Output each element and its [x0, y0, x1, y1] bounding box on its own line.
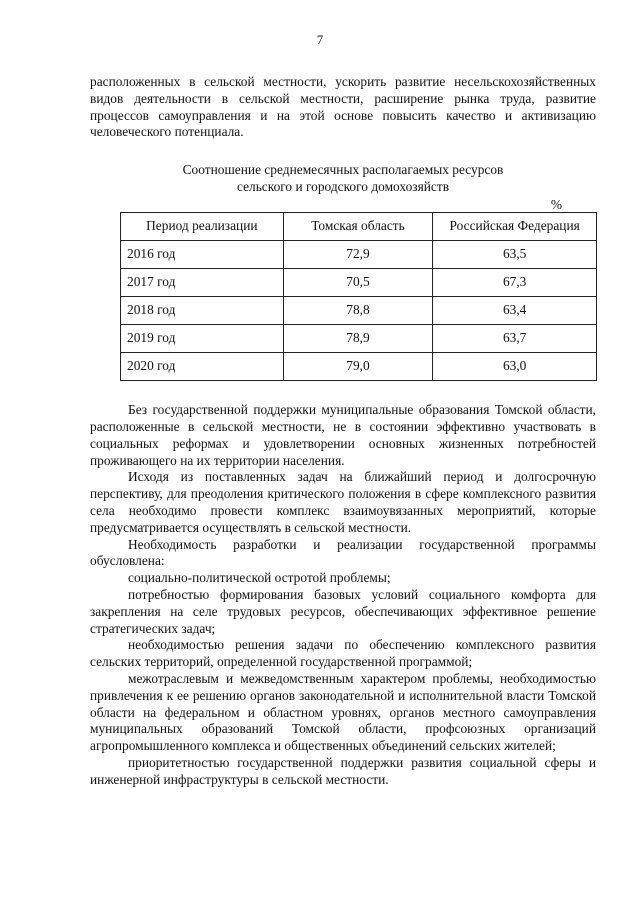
- cell-tomsk: 70,5: [283, 269, 433, 297]
- cell-tomsk: 72,9: [283, 241, 433, 269]
- cell-period: 2017 год: [121, 269, 284, 297]
- header-russia: Российская Федерация: [433, 213, 597, 241]
- cell-period: 2018 год: [121, 297, 284, 325]
- list-item: приоритетностью государственной поддержки развития социальной сферы и инженерной инфраструктуры в сельской местности.: [90, 754, 596, 787]
- cell-russia: 63,7: [433, 325, 597, 353]
- document-body: [90, 74, 596, 789]
- list-item: межотраслевым и межведомственным характером проблемы, необходимостью привлечения к ее решению органов законодательной и исполнительной власти Томской области на федеральном и областном уровнях, органов местного самоуправления муниципальных образований Томской области, профсоюзных организаций агропромышленного комплекса и общественных объединений сельских жителей;: [90, 670, 596, 754]
- table-unit: %: [550, 197, 562, 213]
- cell-tomsk: 79,0: [283, 353, 433, 381]
- cell-period: 2016 год: [121, 241, 284, 269]
- paragraph-measures: Исходя из поставленных задач на ближайший период и долгосрочную перспективу, для преодоления критического положения в сфере комплексного развития села необходимо провести комплекс взаимоувязанных мероприятий, которые предусматривается осуществлять в сельской местности.: [90, 469, 596, 535]
- table-row: [121, 241, 597, 269]
- page-number: 7: [316, 32, 324, 47]
- list-item: потребностью формирования базовых условий социального комфорта для закрепления на селе трудовых ресурсов, обеспечивающих эффективное решение стратегических задач;: [90, 586, 596, 636]
- table-row: [121, 269, 597, 297]
- list-item: необходимостью решения задачи по обеспечению комплексного развития сельских территорий, определенной государственной программой;: [90, 637, 596, 670]
- cell-russia: 67,3: [433, 269, 597, 297]
- table-title-line-1: Соотношение среднемесячных располагаемых ресурсов: [182, 162, 504, 178]
- cell-period: 2019 год: [121, 325, 284, 353]
- table-row: [121, 297, 597, 325]
- intro-paragraph: расположенных в сельской местности, ускорить развитие несельскохозяйственных видов деятельности в сельской местности, расширение рынка труда, развитие процессов самоуправления и на этой основе повысить качество и активизацию человеческого потенциала.: [90, 74, 596, 140]
- header-period: Период реализации: [121, 213, 284, 241]
- table-title-line-2: сельского и городского домохозяйств: [236, 179, 450, 195]
- cell-russia: 63,4: [433, 297, 597, 325]
- table-row: [121, 325, 597, 353]
- table-title: [90, 161, 596, 195]
- table-row: [121, 353, 597, 381]
- cell-tomsk: 78,8: [283, 297, 433, 325]
- header-tomsk: Томская область: [283, 213, 433, 241]
- cell-tomsk: 78,9: [283, 325, 433, 353]
- paragraph-necessity: Необходимость разработки и реализации государственной программы обусловлена:: [90, 536, 596, 569]
- list-item: социально-политической остротой проблемы;: [128, 570, 391, 586]
- paragraph-state-support: Без государственной поддержки муниципальные образования Томской области, расположенные в сельской местности, не в состоянии эффективно участвовать в социальных реформах и удовлетворении основных жизненных потребностей проживающего на их территории населения.: [90, 402, 596, 468]
- cell-russia: 63,5: [433, 241, 597, 269]
- cell-period: 2020 год: [121, 353, 284, 381]
- resources-table: [120, 212, 597, 381]
- cell-russia: 63,0: [433, 353, 597, 381]
- table-header-row: [121, 213, 597, 241]
